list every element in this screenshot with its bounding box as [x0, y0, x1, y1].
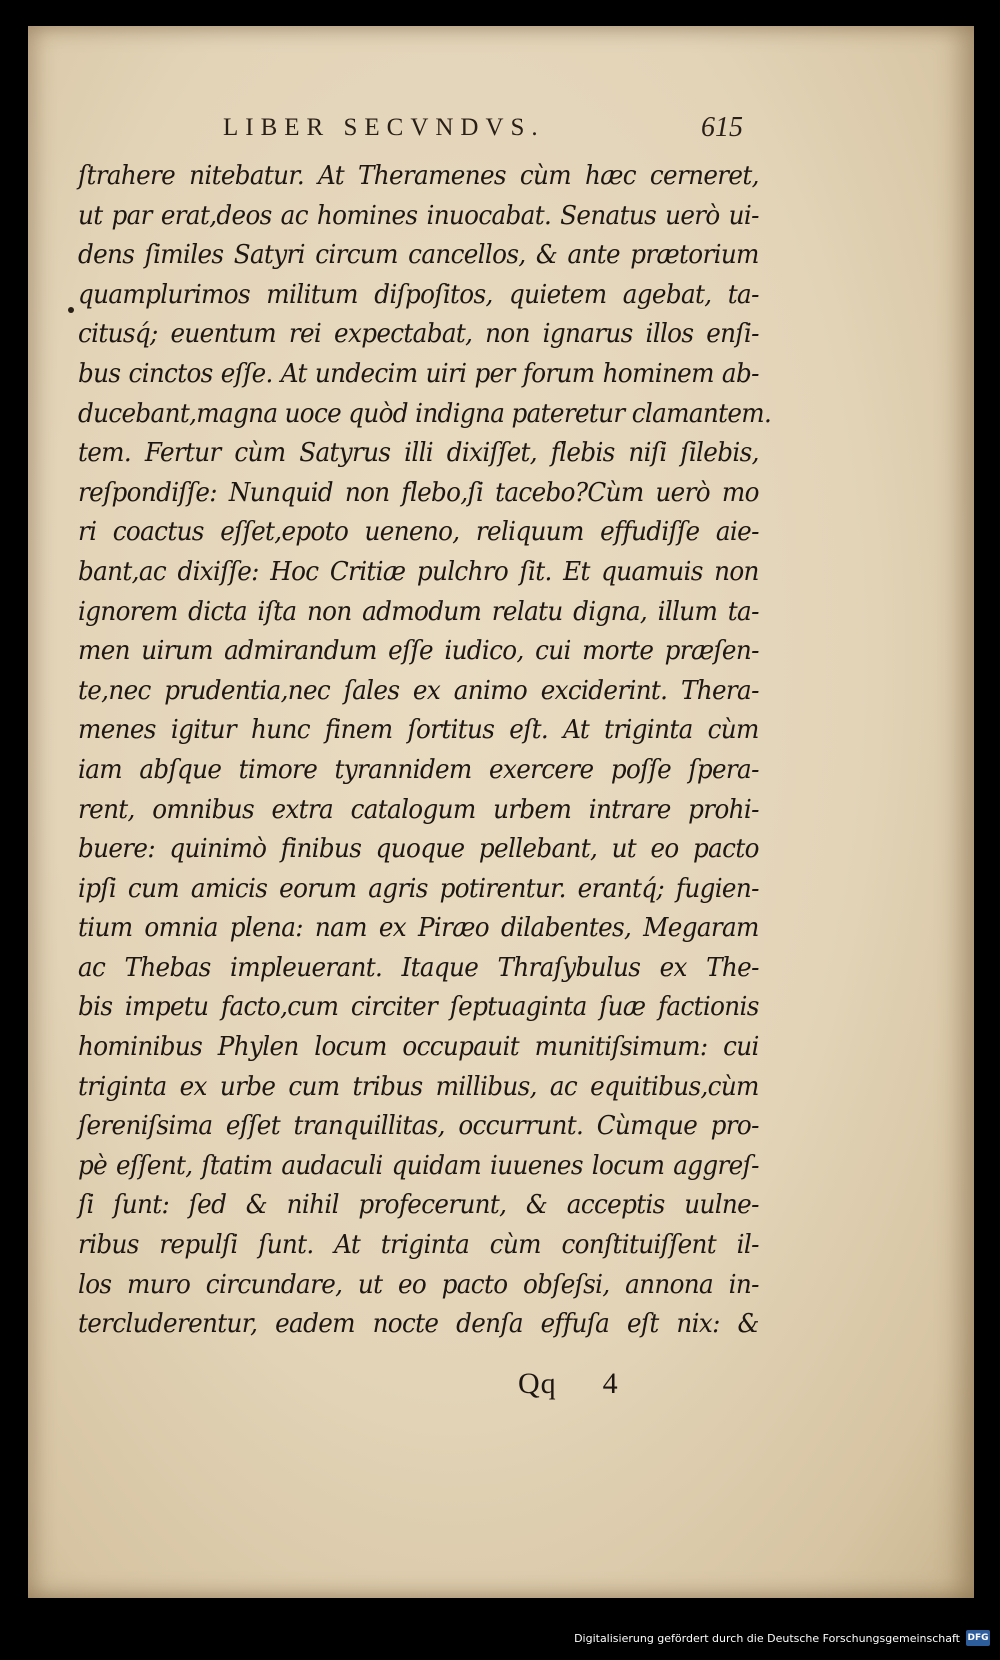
text-line: iam abſque timore tyrannidem exercere poſſe ſpera-: [78, 753, 759, 785]
margin-mark: [68, 307, 74, 313]
signature-mark: [518, 1364, 718, 1404]
text-line: buere: quinimò finibus quoque pellebant, ut eo pacto: [78, 833, 759, 865]
text-line: tercluderentur, eadem nocte denſa effuſa eſt nix: &: [78, 1308, 759, 1340]
page-number: 615: [701, 112, 743, 143]
text-line: dens ſimiles Satyri circum cancellos, & ante prætorium: [78, 239, 759, 271]
text-line: tium omnia plena: nam ex Piræo dilabentes, Megaram: [78, 912, 759, 944]
text-line: triginta ex urbe cum tribus millibus, ac equitibus,cùm: [78, 1070, 759, 1102]
text-line: rent, omnibus extra catalogum urbem intrare prohi-: [78, 793, 759, 825]
text-line: ſi ſunt: ſed & nihil profecerunt, & acceptis uulne-: [78, 1189, 759, 1221]
text-line: ribus repulſi ſunt. At triginta cùm conſtituiſſent il-: [78, 1229, 759, 1261]
running-head-title: LIBER SECVNDVS.: [223, 114, 545, 141]
text-line: ipſi cum amicis eorum agris potirentur. erantq́; fugien-: [78, 872, 759, 904]
text-line: menes igitur hunc finem ſortitus eſt. At triginta cùm: [78, 714, 759, 746]
text-line: ac Thebas impleuerant. Itaque Thraſybulus ex The-: [78, 951, 759, 983]
body-text: [78, 156, 772, 1344]
book-page: [28, 26, 974, 1598]
dfg-logo-icon: DFG: [966, 1630, 990, 1646]
text-line: ſereniſsima eſſet tranquillitas, occurrunt. Cùmque pro-: [78, 1110, 759, 1142]
signature-letters: Qq: [518, 1367, 557, 1400]
running-head: [223, 108, 743, 148]
text-line: citusq́; euentum rei expectabat, non ignarus illos enſi-: [78, 318, 759, 350]
signature-number: 4: [602, 1367, 618, 1400]
text-line: ſtrahere nitebatur. At Theramenes cùm hæc cerneret,: [78, 160, 759, 191]
digitization-credit: [574, 1624, 990, 1652]
text-line: reſpondiſſe: Nunquid non flebo,ſi tacebo?Cùm uerò mo: [78, 476, 759, 508]
text-line: quamplurimos militum diſpoſitos, quietem agebat, ta-: [78, 278, 759, 310]
text-line: te,nec prudentia,nec ſales ex animo exciderint. Thera-: [78, 674, 759, 706]
text-line: ignorem dicta iſta non admodum relatu digna, illum ta-: [78, 595, 759, 627]
text-line: pè eſſent, ſtatim audaculi quidam iuuenes locum aggreſ-: [78, 1149, 759, 1181]
text-line: ducebant,magna uoce quòd indigna pateretur clamantem.: [78, 397, 772, 429]
text-line: bant,ac dixiſſe: Hoc Critiæ pulchro ſit. Et quamuis non: [78, 555, 759, 587]
text-line: ut par erat,deos ac homines inuocabat. Senatus uerò ui-: [78, 199, 759, 231]
text-line: men uirum admirandum eſſe iudico, cui morte præſen-: [78, 635, 759, 667]
text-line: tem. Fertur cùm Satyrus illi dixiſſet, flebis niſi ſilebis,: [78, 437, 759, 469]
text-line: hominibus Phylen locum occupauit munitiſsimum: cui: [78, 1031, 759, 1063]
text-line: bus cinctos eſſe. At undecim uiri per forum hominem ab-: [78, 357, 759, 389]
credit-text: Digitalisierung gefördert durch die Deutsche Forschungsgemeinschaft: [574, 1631, 960, 1645]
text-line: ri coactus eſſet,epoto ueneno, reliquum effudiſſe aie-: [78, 516, 759, 548]
text-line: los muro circundare, ut eo pacto obſeſsi, annona in-: [78, 1268, 759, 1300]
text-line: bis impetu facto,cum circiter ſeptuaginta ſuæ factionis: [78, 991, 759, 1023]
